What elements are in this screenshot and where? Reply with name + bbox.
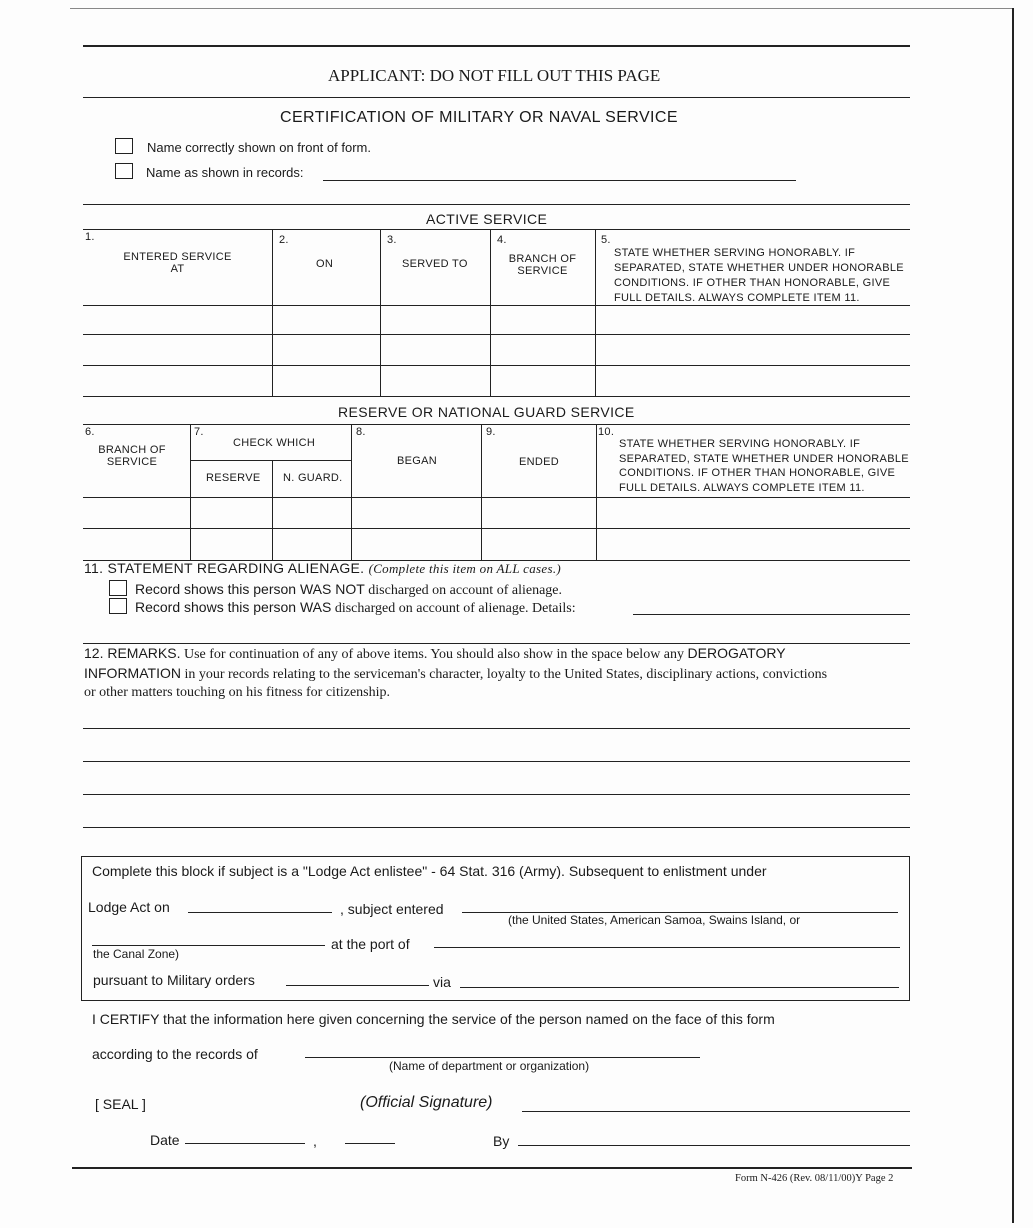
col-branch-line2: SERVICE (517, 265, 568, 277)
col-entered-service-line2: AT (170, 263, 185, 275)
label-emphasis: WAS NOT (299, 581, 365, 597)
port-label: at the port of (331, 936, 410, 952)
col-number: 7. (194, 426, 204, 438)
subject-entered-label: , subject entered (340, 901, 444, 917)
page-right-edge (1012, 8, 1014, 1223)
remarks-emphasis: DEROGATORY (687, 645, 786, 661)
col-divider (595, 229, 596, 396)
name-correct-checkbox[interactable] (115, 138, 133, 154)
col-number: 1. (85, 231, 95, 243)
col-number: 10. (598, 426, 615, 438)
col-divider (490, 229, 491, 396)
department-field[interactable] (305, 1057, 700, 1058)
table-row-line[interactable] (83, 365, 910, 366)
col-entered-service-line1: ENTERED SERVICE (123, 251, 232, 263)
item12-remarks (84, 644, 827, 702)
lodge-act-intro: Complete this block if subject is a "Lodge Act enlistee" - 64 Stat. 316 (Army). Subsequent to enlistment under (92, 863, 767, 879)
official-signature-label: (Official Signature) (360, 1094, 493, 1111)
lodge-act-on-label: Lodge Act on (88, 899, 170, 915)
item11-note: (Complete this item on ALL cases.) (368, 561, 562, 576)
remarks-field-line[interactable] (83, 728, 910, 729)
date-field[interactable] (185, 1143, 305, 1144)
col-branch-line2: SERVICE (106, 456, 158, 468)
col-served-to-label: SERVED TO (402, 258, 468, 270)
reserve-service-title: RESERVE OR NATIONAL GUARD SERVICE (338, 404, 635, 420)
col-divider (272, 460, 273, 560)
instruction-line: CONDITIONS. IF OTHER THAN HONORABLE, GIVE (614, 277, 891, 289)
col-divider (481, 424, 482, 560)
col-divider (351, 424, 352, 560)
subject-entered-note: (the United States, American Samoa, Swains Island, or (508, 913, 801, 927)
col-divider (190, 424, 191, 560)
via-label: via (433, 974, 451, 990)
footer-rule (72, 1167, 912, 1169)
form-id: Form N-426 (Rev. 08/11/00)Y Page 2 (735, 1173, 894, 1184)
col-branch-label (500, 253, 585, 277)
col-divider (272, 229, 273, 396)
remarks-line: or other matters touching on his fitness for citizenship. (84, 685, 390, 700)
label-part: discharged on account of alienage. (364, 583, 562, 598)
military-orders-field[interactable] (286, 985, 429, 986)
remarks-emphasis: INFORMATION (84, 665, 181, 681)
col-number: 6. (85, 426, 95, 438)
rule (83, 45, 910, 47)
item11-heading (84, 560, 561, 577)
col-number: 2. (279, 234, 289, 246)
instruction-line: CONDITIONS. IF OTHER THAN HONORABLE, GIVE (619, 467, 896, 479)
certify-statement: I CERTIFY that the information here given concerning the service of the person named on the face of this form (92, 1011, 775, 1027)
table-row-line[interactable] (83, 396, 910, 397)
lodge-act-date-field[interactable] (188, 912, 332, 913)
rule (190, 460, 351, 461)
remarks-text: in your records relating to the serviceman's character, loyalty to the United States, disciplinary actions, convictions (180, 667, 828, 682)
seal-label: [ SEAL ] (95, 1096, 146, 1112)
was-not-discharged-checkbox[interactable] (109, 580, 127, 596)
records-of-label: according to the records of (92, 1046, 258, 1062)
instruction-line: FULL DETAILS. ALWAYS COMPLETE ITEM 11. (614, 292, 860, 304)
remarks-line (84, 644, 827, 664)
military-orders-label: pursuant to Military orders (93, 972, 255, 988)
col-check-which-label: CHECK WHICH (233, 437, 316, 449)
rule (83, 204, 910, 205)
col-branch-line1: BRANCH OF (508, 253, 577, 265)
col-divider (380, 229, 381, 396)
col-number: 4. (497, 234, 507, 246)
remarks-field-line[interactable] (83, 827, 910, 828)
col-branch-line1: BRANCH OF (98, 444, 166, 456)
date-label: Date (150, 1132, 180, 1148)
label-part: Record shows this person (135, 599, 300, 615)
instruction-line: SEPARATED, STATE WHETHER UNDER HONORABLE (614, 262, 904, 274)
col-number: 8. (356, 426, 366, 438)
department-note: (Name of department or organization) (389, 1059, 590, 1073)
table-row-line[interactable] (83, 334, 910, 335)
col-ended-label: ENDED (519, 456, 560, 468)
remarks-text: Use for continuation of any of above items. You should also show in the space below any (180, 647, 688, 662)
label-emphasis: WAS (299, 599, 332, 615)
date-comma: , (313, 1133, 317, 1149)
col-number: 3. (387, 234, 397, 246)
item11-title: 11. STATEMENT REGARDING ALIENAGE. (84, 560, 365, 576)
label-part: discharged on account of alienage. Details: (331, 601, 576, 616)
details-field[interactable] (633, 614, 910, 615)
instruction-line: SEPARATED, STATE WHETHER UNDER HONORABLE (619, 452, 909, 465)
col-divider (596, 424, 597, 560)
rule (83, 424, 910, 425)
col-number: 5. (601, 234, 611, 246)
table-row-line[interactable] (83, 305, 910, 306)
was-discharged-checkbox[interactable] (109, 598, 127, 614)
rule (83, 229, 910, 230)
location-field[interactable] (92, 945, 325, 946)
official-signature-field[interactable] (522, 1111, 910, 1112)
col-began-label: BEGAN (397, 455, 438, 467)
table-row-line[interactable] (83, 497, 910, 498)
applicant-notice: APPLICANT: DO NOT FILL OUT THIS PAGE (328, 66, 661, 85)
by-label: By (493, 1133, 510, 1149)
remarks-field-line[interactable] (83, 761, 910, 762)
col-number: 9. (486, 426, 496, 438)
instruction-line: STATE WHETHER SERVING HONORABLY. IF (614, 247, 856, 259)
active-service-title: ACTIVE SERVICE (426, 211, 548, 227)
col-honorable-instructions (614, 246, 904, 306)
col-honorable-instructions (619, 437, 909, 495)
page-top-edge (70, 8, 1014, 9)
name-records-checkbox[interactable] (115, 163, 133, 179)
name-correct-label: Name correctly shown on front of form. (147, 140, 371, 155)
by-field[interactable] (518, 1145, 910, 1146)
name-records-label: Name as shown in records: (146, 165, 304, 180)
rule (83, 97, 910, 98)
col-entered-service-label (100, 251, 255, 275)
cert-title: CERTIFICATION OF MILITARY OR NAVAL SERVICE (280, 109, 678, 126)
instruction-line: STATE WHETHER SERVING HONORABLY. IF (619, 438, 861, 450)
name-records-field[interactable] (323, 180, 796, 181)
remarks-line (84, 664, 827, 684)
col-on-label: ON (316, 258, 334, 270)
year-field[interactable] (345, 1143, 395, 1144)
canal-zone-note: the Canal Zone) (93, 947, 180, 961)
remarks-heading: 12. REMARKS. (84, 645, 181, 661)
via-field[interactable] (460, 987, 899, 988)
col-reserve-label: RESERVE (206, 472, 261, 484)
was-not-discharged-label (135, 581, 562, 599)
remarks-field-line[interactable] (83, 794, 910, 795)
col-branch-label (92, 444, 172, 468)
instruction-line: FULL DETAILS. ALWAYS COMPLETE ITEM 11. (619, 481, 865, 494)
table-row-line[interactable] (83, 528, 910, 529)
label-part: Record shows this person (135, 581, 300, 597)
was-discharged-label (135, 599, 576, 617)
port-field[interactable] (434, 947, 900, 948)
col-guard-label: N. GUARD. (283, 472, 343, 484)
